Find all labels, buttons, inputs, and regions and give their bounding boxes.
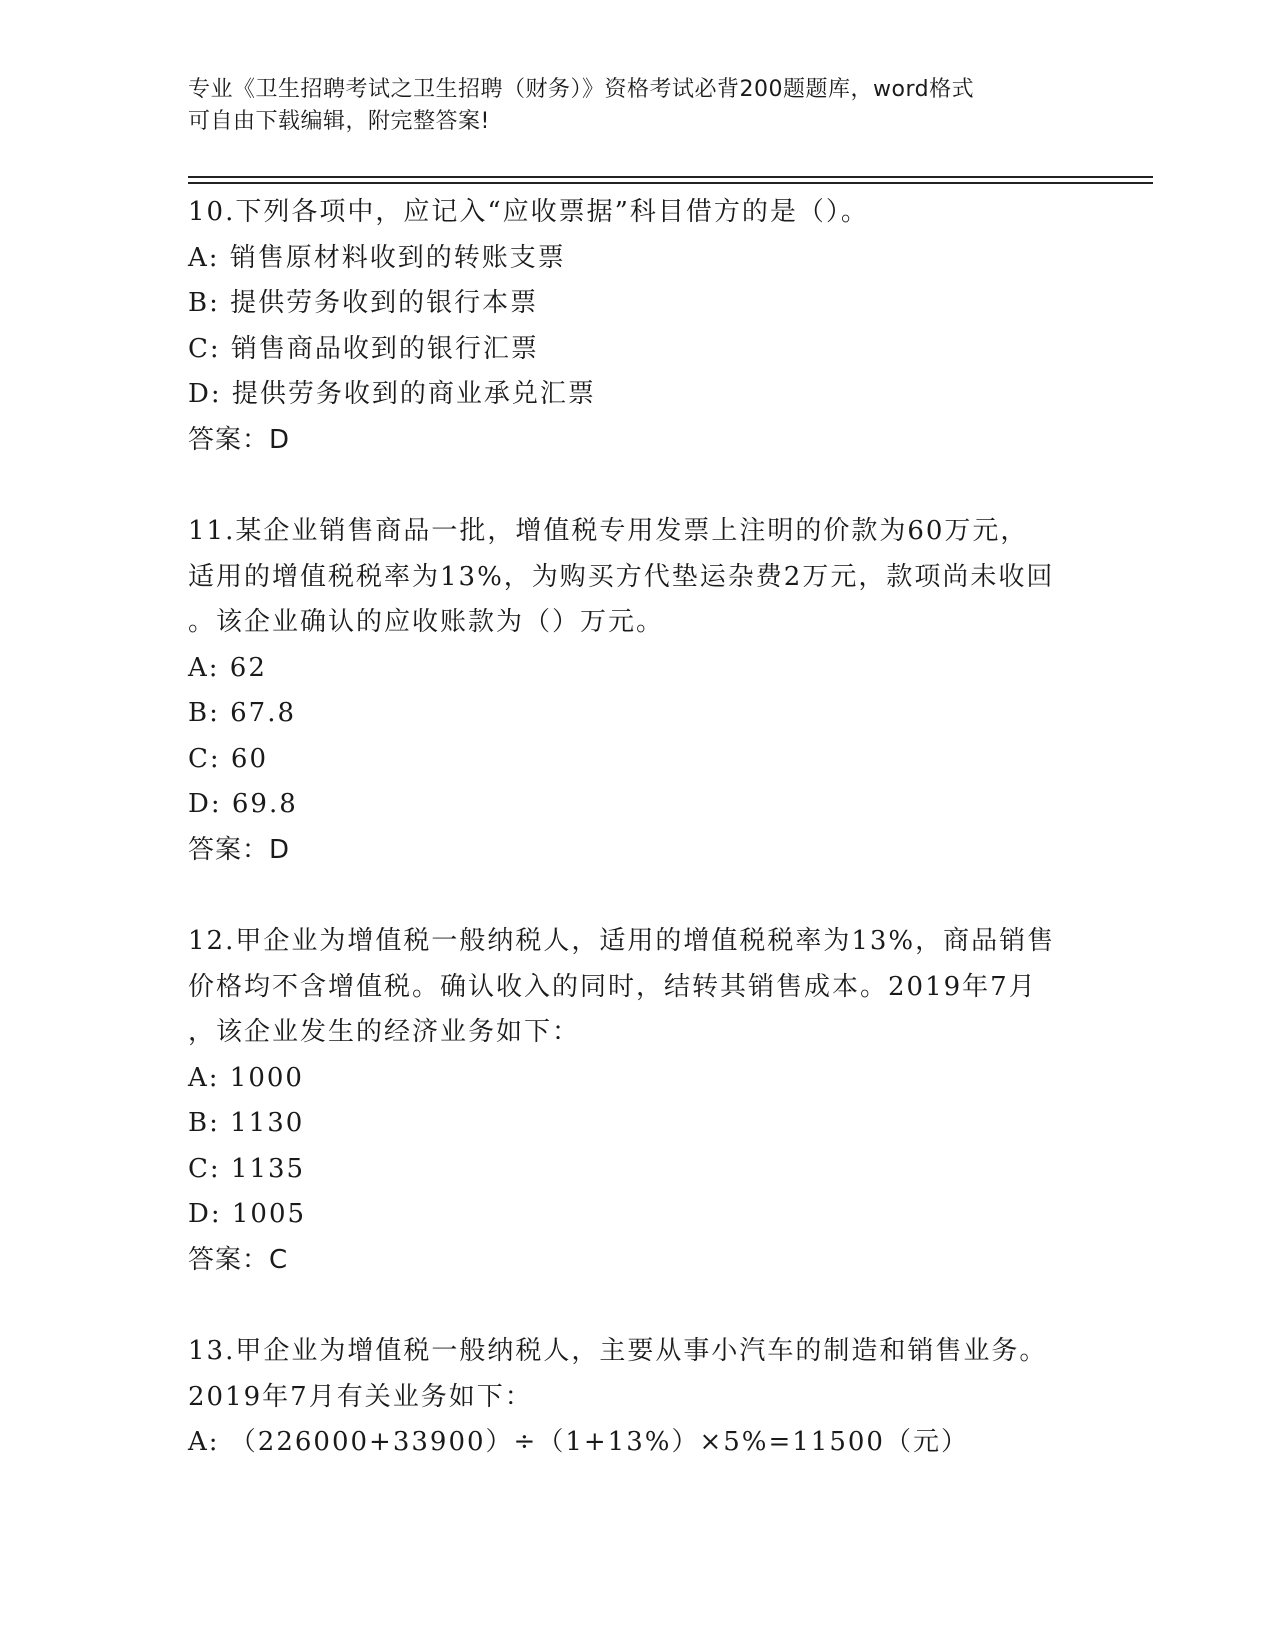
header-divider-top [188, 176, 1153, 178]
answer: 答案：D [188, 834, 291, 865]
option-c: C: 1135 [188, 1153, 306, 1184]
question-stem: 2019年7月有关业务如下： [188, 1381, 533, 1412]
option-c: C: 销售商品收到的银行汇票 [188, 333, 539, 364]
question-stem: 价格均不含增值税。确认收入的同时，结转其销售成本。2019年7月 [188, 971, 1037, 1002]
option-a: A: （226000+33900）÷（1+13%）×5%=11500（元） [188, 1427, 969, 1457]
question-stem: 11.某企业销售商品一批，增值税专用发票上注明的价款为60万元， [188, 516, 1029, 546]
answer: 答案：C [188, 1244, 289, 1275]
header-line-1: 专业《卫生招聘考试之卫生招聘（财务）》资格考试必背200题题库，word格式 [188, 77, 975, 102]
option-d: D: 69.8 [188, 789, 298, 819]
option-c: C: 60 [188, 743, 269, 774]
option-a: A: 1000 [188, 1062, 304, 1093]
question-stem: ，该企业发生的经济业务如下： [188, 1017, 581, 1047]
option-b: B: 1130 [188, 1108, 305, 1138]
question-stem: 13.甲企业为增值税一般纳税人，主要从事小汽车的制造和销售业务。 [188, 1336, 1048, 1366]
option-b: B: 提供劳务收到的银行本票 [188, 288, 539, 318]
question-stem: 适用的增值税税率为13%，为购买方代垫运杂费2万元，款项尚未收回 [188, 561, 1055, 592]
option-b: B: 67.8 [188, 698, 297, 728]
document-header [188, 74, 1088, 138]
question-stem: 。该企业确认的应收账款为（）万元。 [188, 607, 665, 637]
header-divider-bottom [188, 182, 1153, 184]
question-11 [188, 509, 1088, 873]
question-12 [188, 919, 1088, 1283]
question-stem: 12.甲企业为增值税一般纳税人，适用的增值税税率为13%，商品销售 [188, 926, 1056, 956]
question-list [188, 190, 1088, 1512]
option-d: D: 1005 [188, 1199, 307, 1229]
option-a: A: 62 [188, 652, 267, 683]
option-d: D: 提供劳务收到的商业承兑汇票 [188, 379, 596, 409]
option-a: A: 销售原材料收到的转账支票 [188, 242, 566, 273]
answer: 答案：D [188, 424, 291, 455]
header-line-2: 可自由下载编辑，附完整答案! [188, 109, 490, 134]
question-13 [188, 1329, 1088, 1466]
question-stem: 10.下列各项中，应记入“应收票据”科目借方的是（）。 [188, 197, 869, 227]
question-10 [188, 190, 1088, 463]
